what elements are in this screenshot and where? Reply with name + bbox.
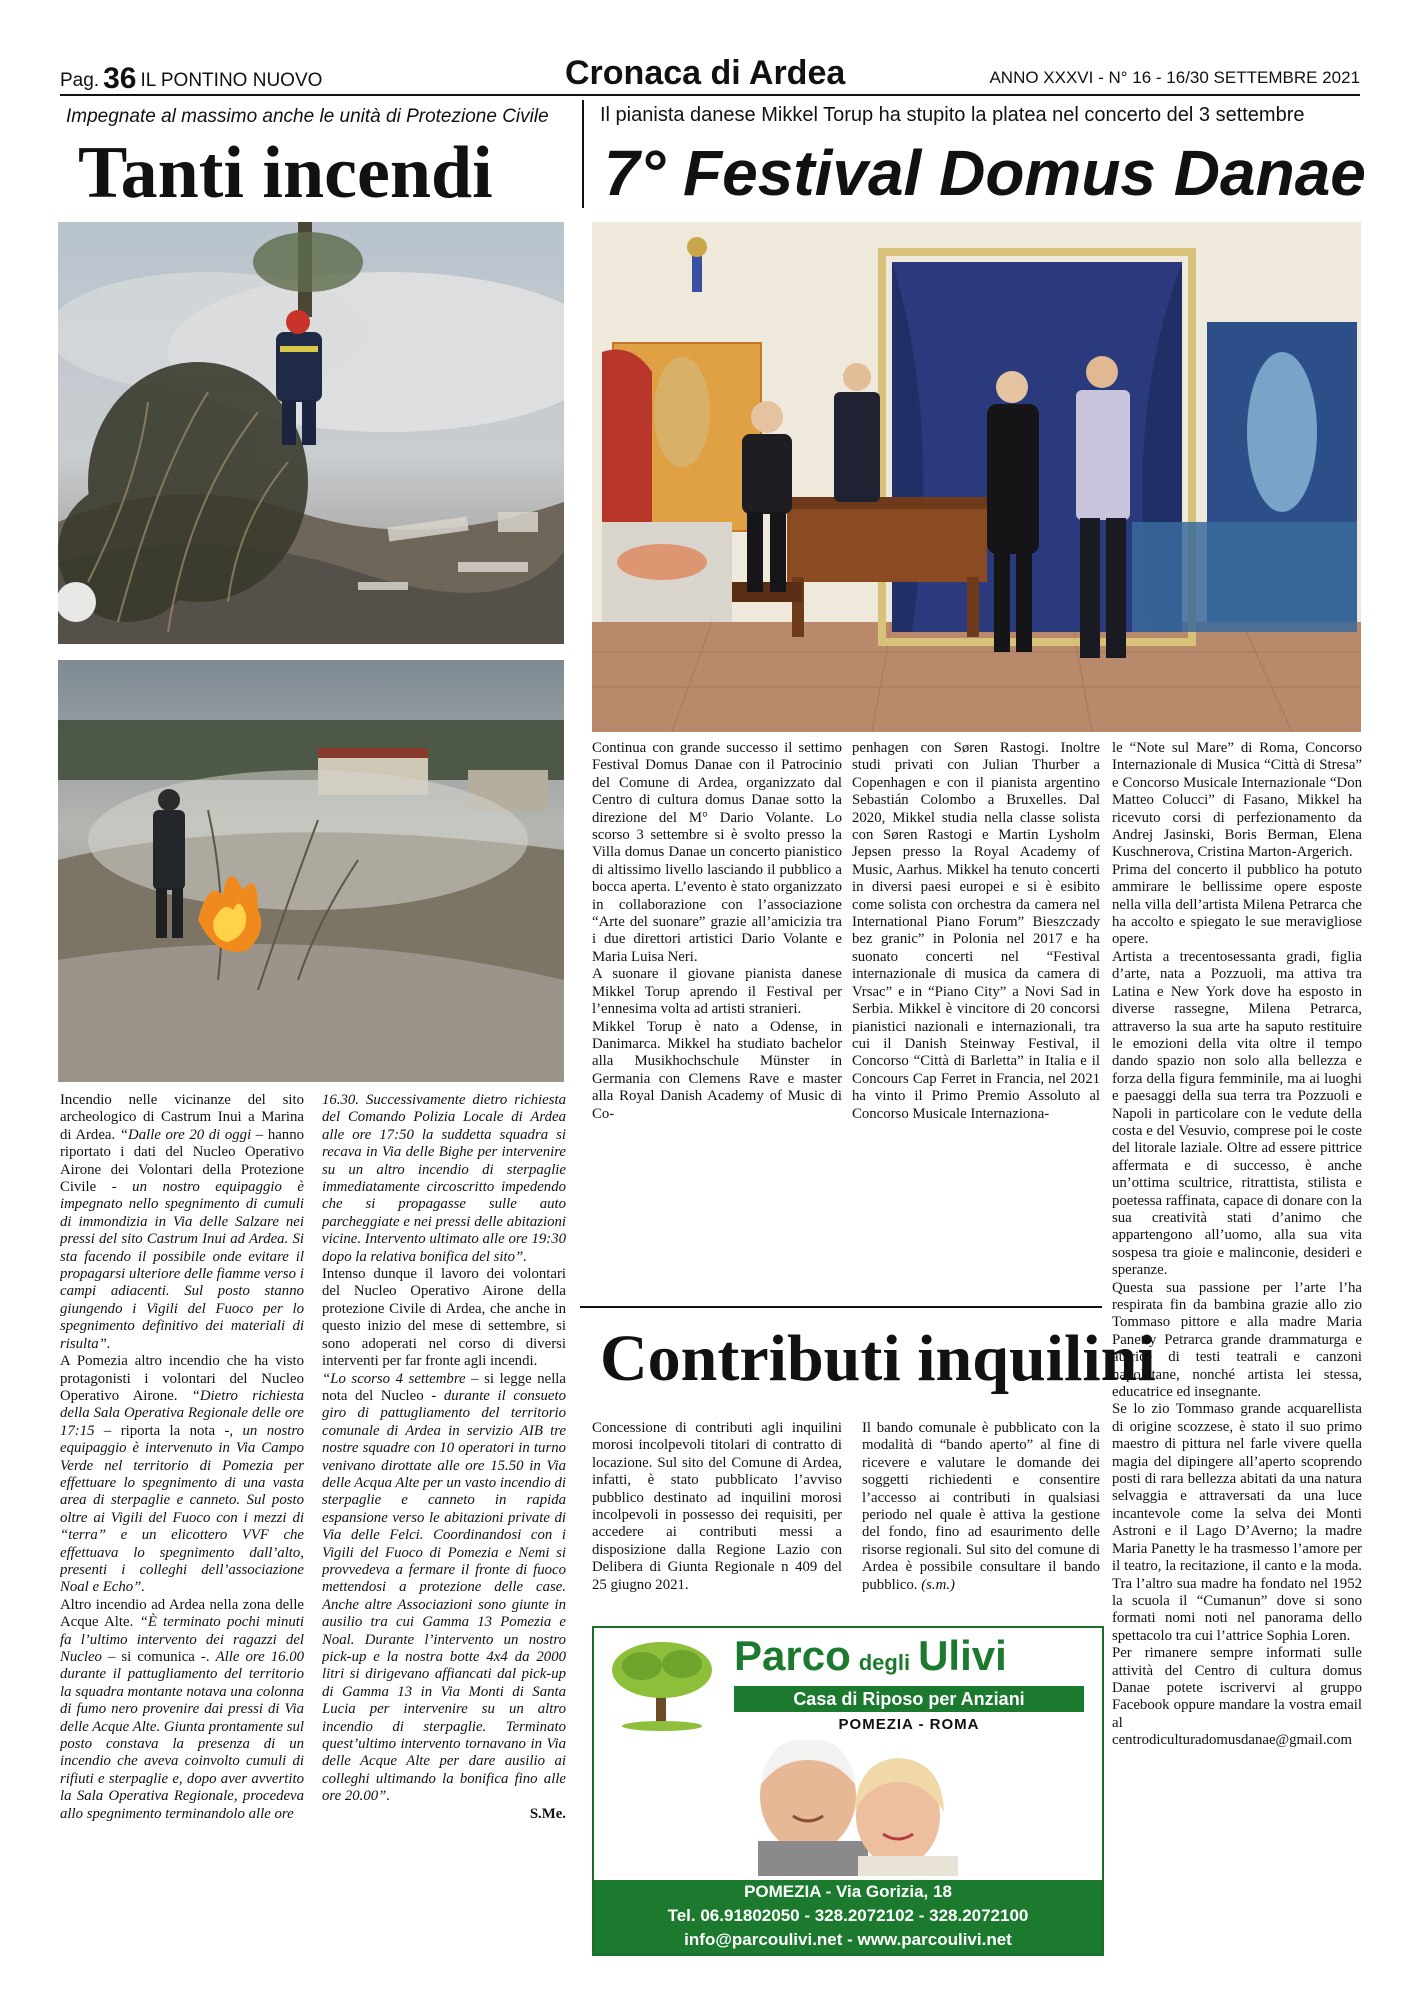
text-run: Artista a trecentosessanta gradi, figlia d’arte, nata a Pozzuoli, ma attiva tra Latina e New York dove ha esposto in diverse rassegne, Milena Petrarca, attraverso la sua arte ha saputo restituire le emozioni della vita oltre il tempo dando spazio non solo alla bellezza e forza della figura femminile, ma ai luoghi e paesaggi della sua terra tra Pozzuoli e Napoli in particolare con le vedute della costa e del Vesuvio, comprese poi le coste del litorale laziale. Oltre ad essere pittrice affermata e di successo, è anche un’ottima scultrice, ritrattista, stilista e poetessa raffinata, capace di donare con la sua creatività stati d’animo che appartengono all’uomo, alla sua vita sospesa tra gioie e malinconie, desideri e speranze. — [1112, 948, 1362, 1279]
text-run: A suonare il giovane pianista danese Mikkel Torup aprendo il Festival per l’ennesima volta ad artisti stranieri. — [592, 966, 842, 1018]
text-run: Mikkel Torup è nato a Odense, in Danimarca. Mikkel ha studiato bachelor alla Musikhochschule Münster in Germania con Clemens Rave e master alla Royal Danish Academy of Music di Co- — [592, 1018, 842, 1122]
contributi-column-2-body: Il bando comunale è pubblicato con la modalità di “bando aperto” al fine di ricevere e valutare le domande dei soggetti richiedenti e consentire l’accesso ai contributi in qualsiasi periodo nel quale è attiva la gestione del fondo, fino ad esaurimento delle risorse regionali. Sul sito del comune di Ardea è possibile consultare il bando pubblico. — [862, 1420, 1100, 1593]
text-run: Se lo zio Tommaso grande acquarellista di origine scozzese, è stato il suo primo maestro di pittura nel farle vivere quella magia del dipingere all’aperto scoprendo posti di rara bellezza abitati da una natura selvaggia e attraversati da una luce incantevole come la selva dei Monti Astroni e il Lago D’Averno; la madre Maria Panetty le ha trasmesso l’amore per il teatro, la recitazione, il canto e la moda. Tra l’altro sua madre ha fondato nel 1952 la scuola il “Cumanun” dove si sono formati nomi noti nel panorama dello spettacolo tra cui l’attrice Sophia Loren. — [1112, 1401, 1362, 1644]
contributi-column-1-text: Concessione di contributi agli inquilini morosi incolpevoli titolari di contratto di locazione. Sul sito del Comune di Ardea, infatti, è stato pubblicato l’avviso pubblico destinato ad inquilini morosi incolpevoli in possesso dei requisiti, per accedere ai contributi messi a disposizione dalla Regione Lazio con Delibera di Giunta Regionale n 409 del 25 giugno 2021. — [592, 1420, 842, 1593]
festival-column-1 — [592, 740, 842, 1300]
text-run: “Dalle ore 20 di oggi – — [119, 1126, 268, 1143]
fires-photo-flames — [58, 660, 564, 1082]
header-left — [60, 62, 322, 96]
page-label: Pag. — [60, 70, 100, 91]
text-run: Incendio nelle vicinanze del sito archeologico di Castrum Inui a Marina di Ardea. — [60, 1092, 304, 1143]
text-run: A Pomezia altro incendio che ha visto protagonisti i volontari del Nucleo Operativo Airone. — [60, 1353, 304, 1404]
fires-title: Tanti incendi — [78, 132, 493, 214]
text-run: “È terminato pochi minuti fa l’ultimo intervento dei ragazzi del Nucleo – — [60, 1614, 304, 1665]
olive-tree-icon — [602, 1636, 722, 1732]
text-run: Alle ore 16.00 durante il pattugliamento del territorio la squadra montante notava una colonna di fumo nero provenire dai pressi di Via delle Acque Alte. Giunta prontamente sul posto constava la presenza di un incendio che aveva coinvolto cumuli di rifiuti e sterpaglie e, dopo aver avvertito la Sala Operativa Regionale, procedeva allo spegnimento terminandolo alle ore — [60, 1649, 304, 1822]
text-run: “Lo scorso 4 settembre – — [322, 1370, 485, 1387]
issue-info: ANNO XXXVI - N° 16 - 16/30 SETTEMBRE 2021 — [989, 68, 1360, 87]
page-number: 36 — [103, 62, 137, 95]
text-run: Continua con grande successo il settimo Festival Domus Danae con il Patrocinio del Comune di Ardea, organizzato dal Centro di cultura domus Danae sotto la direzione del M° Dario Volante. Lo scorso 3 settembre si è svolto presso la Villa domus Danae un concerto pianistico di altissimo livello lasciando il pubblico a bocca aperta. L’evento è stato organizzato in collaborazione con l’associazione “Arte del suonare” grazie all’amicizia tra i due direttori artistici Dario Volante e Maria Luisa Neri. — [592, 740, 842, 965]
contributi-signature: (s.m.) — [921, 1576, 955, 1593]
text-run: penhagen con Søren Rastogi. Inoltre studi privati con Julian Thurber a Copenhagen e con il pianista argentino Sebastián Colombo a Bruxelles. Dal 2020, Mikkel studia nella classe solista con Søren Rastogi e Martin Lysholm Jepsen presso la Royal Academy of Music, Aarhus. Mikkel ha tenuto concerti in diversi paesi europei e si è esibito come solista con orchestra da camera nel International Piano Forum” Bieszczady bez granic” in Polonia nel 2017 e ha suonato concerti nel “Festival internazionale di musica da camera di Vrsac” e in “Piano City” a Novi Sad in Serbia. Mikkel è vincitore di 20 concorsi pianistici nazionali e internazionali, tra cui il Danish Steinway Festival, il Concorso “Città di Barletta” in Italia e il Concours Cap Ferret in Francia, nel 2021 ha vinto il Primo Premio Assoluto al Concorso Musicale Internaziona- — [852, 740, 1100, 1122]
section-divider — [580, 1306, 1102, 1308]
fires-column-1 — [60, 1092, 304, 1960]
festival-photo — [592, 222, 1361, 732]
festival-column-2 — [852, 740, 1100, 1300]
text-run: hanno riportato i dati del Nucleo Operativo Airone dei Volontari della Protezione Civile - — [60, 1126, 304, 1196]
fires-column-2 — [322, 1092, 566, 1960]
fires-column-2-text — [322, 1092, 566, 1806]
ad-elderly-couple-photo — [698, 1736, 998, 1876]
page-header — [60, 54, 1360, 96]
festival-column-3-text — [1112, 740, 1362, 1750]
ad-subtitle: Casa di Riposo per Anziani — [734, 1686, 1084, 1712]
ad-brand-name — [734, 1632, 1007, 1680]
text-run: si comunica -. — [121, 1649, 216, 1665]
ad-name-part2: degli — [858, 1650, 911, 1675]
text-run: Per rimanere sempre informati sulle attività del Centro di cultura domus Danae potete iscrivervi al gruppo Facebook oppure mandare la vostra email al centrodiculturadomusdanae@gmail.com — [1112, 1645, 1362, 1749]
text-run: riporta la nota -, — [120, 1422, 243, 1439]
text-run: Intenso dunque il lavoro dei volontari del Nucleo Operativo Airone della protezione Civile di Ardea, che anche in questo inizio del mese di settembre, si sono adoperati nel corso di diversi interventi per far fronte agli incendi. — [322, 1266, 566, 1370]
festival-kicker: Il pianista danese Mikkel Torup ha stupito la platea nel concerto del 3 settembre — [600, 104, 1305, 126]
text-run: durante il consueto giro di pattugliamento del territorio comunale di Ardea in servizio AIB tre nostre squadre con 10 operatori in turno venivano dirottate alle ore 15.50 in Via delle Acqua Alte per un vasto incendio di sterpaglie e canneto in rapida espansione verso le abitazioni private di Via delle Felci. Coordinandosi con i Vigili del Fuoco di Pomezia e Nemi si provvedeva a fermare il fronte di fuoco mettendosi a protezione delle case. Anche altre Associazioni sono giunte in ausilio tra cui Gamma 13 Pomezia e Noal. Durante l’intervento un nostro pick-up e la nostra botte 4x4 da 2000 litri si dirigevano affiancati dal pick-up di Gamma 13 in Via Monti di Santa Lucia per intervenire su un altro incendio di sterpaglie. Terminato quest’ultimo intervento tornavano in Via delle Acque Alte per dare ausilio ai colleghi ultimando la bonifica fino alle ore 20.00”. — [322, 1387, 566, 1805]
contributi-column-2 — [862, 1420, 1100, 1620]
festival-title: 7° Festival Domus Danae — [604, 137, 1366, 209]
ad-parco-ulivi[interactable] — [592, 1626, 1104, 1956]
ad-name-part3: Ulivi — [918, 1632, 1007, 1679]
contributi-column-2-text — [862, 1420, 1100, 1594]
text-run: Altro incendio ad Ardea nella zona delle Acque Alte. — [60, 1596, 304, 1631]
ad-name-part1: Parco — [734, 1632, 851, 1679]
text-run: un nostro equipaggio è intervenuto in Via Campo Verde nel territorio di Pomezia per effettuare lo spegnimento di una vasta area di sterpaglie e canneto. Sul posto oltre ai Vigili del Fuoco con i mezzi di “terra” e un elicottero VVF che effettuava lo spegnimento dall’alto, presenti i colleghi dell’associazione Noal e Echo”. — [60, 1422, 304, 1596]
column-rule — [582, 100, 584, 208]
festival-column-1-text — [592, 740, 842, 1123]
fires-kicker: Impegnate al massimo anche le unità di Protezione Civile — [66, 106, 549, 127]
fires-photo-smoke-image — [58, 222, 564, 644]
section-title: Cronaca di Ardea — [565, 54, 846, 92]
ad-phones: Tel. 06.91802050 - 328.2072102 - 328.2072100 — [667, 1906, 1029, 1925]
text-run: Prima del concerto il pubblico ha potuto ammirare le bellissime opere esposte nella villa dell’artista Milena Petrarca che ha accolto e spiegato le sue meravigliose opere. — [1112, 861, 1362, 948]
text-run: 16.30. Successivamente dietro richiesta del Comando Polizia Locale di Ardea alle ore 17:50 la suddetta squadra si recava in Via delle Bighe per intervenire su un altro incendio di sterpaglie immediatamente circoscritto impedendo che si propagasse sulle auto parcheggiate e nei pressi delle abitazioni vicine. Intervento ultimato alle ore 19:30 dopo la relativa bonifica del sito”. — [322, 1092, 566, 1265]
text-run: “Dietro richiesta della Sala Operativa Regionale delle ore 17:15 – — [60, 1387, 304, 1439]
text-run: si legge nella nota del Nucleo - — [322, 1370, 566, 1404]
fires-signature: S.Me. — [529, 1805, 566, 1822]
festival-column-2-text — [852, 740, 1100, 1123]
fires-photo-smoke — [58, 222, 564, 644]
fires-column-1-text — [60, 1092, 304, 1823]
ad-web-email: info@parcoulivi.net - www.parcoulivi.net — [684, 1930, 1012, 1949]
text-run: Questa sua passione per l’arte l’ha respirata fin da bambina grazie allo zio Tommaso pittore e alla madre Maria Panetty Petrarca grande drammaturga e autrice di testi teatrali e canzoni napoletane, nonché artista lei stessa, educatrice ed insegnante. — [1112, 1279, 1362, 1401]
contributi-title: Contributi inquilini — [600, 1322, 1156, 1395]
festival-photo-image — [592, 222, 1361, 732]
text-run: un nostro equipaggio è impegnato nello spegnimento di cumuli di immondizia in Via delle Salzare nei pressi del sito Castrum Inui ad Ardea. Si sta facendo il possibile onde evitare il propagarsi ulteriore delle fiamme verso i campi adiacenti. Sul posto stanno giungendo i Vigili del Fuoco per lo spegnimento definitivo dei materiali di risulta”. — [60, 1179, 304, 1352]
contributi-column-1 — [592, 1420, 842, 1620]
ad-address: POMEZIA - Via Gorizia, 18 — [744, 1882, 952, 1901]
fires-photo-flames-image — [58, 660, 564, 1082]
paper-name: IL PONTINO NUOVO — [140, 70, 323, 91]
ad-location: POMEZIA - ROMA — [838, 1716, 980, 1733]
ad-contacts-footer — [594, 1880, 1102, 1954]
text-run: le “Note sul Mare” di Roma, Concorso Internazionale di Musica “Città di Stresa” e Concorso Musicale Internazionale “Don Matteo Colucci” di Fasano, Mikkel ha ricevuto corsi di perfezionamento da Andrej Jasinski, Boris Berman, Elena Kuschnerova, Cristina Marton-Argerich. — [1112, 740, 1362, 861]
